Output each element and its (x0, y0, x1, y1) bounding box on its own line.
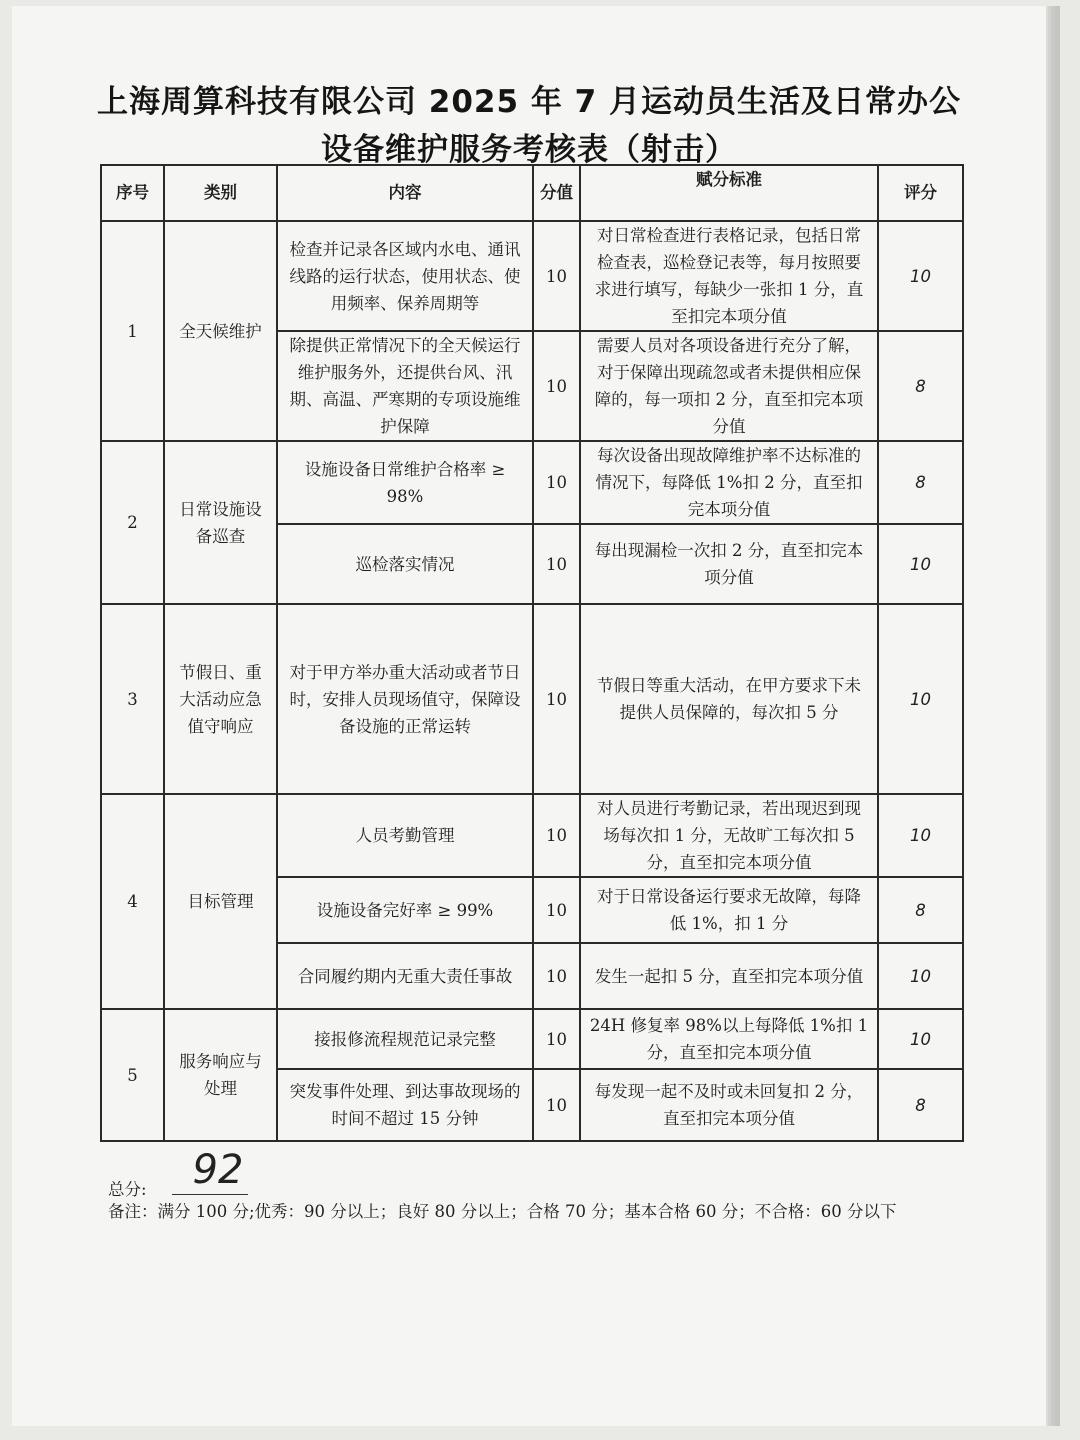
score-cell: 10 (878, 1009, 963, 1069)
score-cell: 10 (878, 221, 963, 331)
value-cell: 10 (533, 604, 580, 794)
standard-cell: 对于日常设备运行要求无故障，每降低 1%，扣 1 分 (580, 877, 878, 943)
table-row (101, 604, 963, 794)
standard-cell: 对人员进行考勤记录，若出现迟到现场每次扣 1 分，无故旷工每次扣 5 分，直至扣完本项分值 (580, 794, 878, 877)
remark-note: 备注：满分 100 分;优秀：90 分以上；良好 80 分以上；合格 70 分；基本合格 60 分；不合格：60 分以下 (108, 1202, 897, 1221)
content-cell: 巡检落实情况 (277, 524, 533, 604)
value-cell: 10 (533, 877, 580, 943)
standard-cell: 节假日等重大活动，在甲方要求下未提供人员保障的，每次扣 5 分 (580, 604, 878, 794)
table-row (101, 221, 963, 331)
content-cell: 除提供正常情况下的全天候运行维护服务外，还提供台风、汛期、高温、严寒期的专项设施维护保障 (277, 331, 533, 441)
assessment-table (100, 164, 964, 1142)
seq-cell: 5 (101, 1009, 164, 1141)
score-cell: 8 (878, 1069, 963, 1141)
header-standard: 赋分标准 (580, 165, 878, 221)
score-cell: 10 (878, 604, 963, 794)
score-cell: 10 (878, 943, 963, 1009)
category-cell: 目标管理 (164, 794, 277, 1009)
table-row (101, 1009, 963, 1069)
total-label: 总分: (108, 1180, 147, 1199)
standard-cell: 每次设备出现故障维护率不达标准的情况下，每降低 1%扣 2 分，直至扣完本项分值 (580, 441, 878, 524)
category-cell: 全天候维护 (164, 221, 277, 441)
content-cell: 对于甲方举办重大活动或者节日时，安排人员现场值守，保障设备设施的正常运转 (277, 604, 533, 794)
value-cell: 10 (533, 1009, 580, 1069)
total-underline (172, 1194, 248, 1195)
page-title: 上海周算科技有限公司 2025 年 7 月运动员生活及日常办公 (96, 84, 962, 120)
score-cell: 8 (878, 331, 963, 441)
table-row (101, 794, 963, 877)
value-cell: 10 (533, 794, 580, 877)
table-header-row (101, 165, 963, 221)
header-content: 内容 (277, 165, 533, 221)
value-cell: 10 (533, 221, 580, 331)
content-cell: 合同履约期内无重大责任事故 (277, 943, 533, 1009)
header-value: 分值 (533, 165, 580, 221)
value-cell: 10 (533, 1069, 580, 1141)
seq-cell: 1 (101, 221, 164, 441)
seq-cell: 4 (101, 794, 164, 1009)
category-cell: 服务响应与处理 (164, 1009, 277, 1141)
standard-cell: 需要人员对各项设备进行充分了解，对于保障出现疏忽或者未提供相应保障的，每一项扣 2 分，直至扣完本项分值 (580, 331, 878, 441)
score-cell: 10 (878, 794, 963, 877)
total-score: 92 (192, 1147, 244, 1193)
header-category: 类别 (164, 165, 277, 221)
content-cell: 检查并记录各区域内水电、通讯线路的运行状态，使用状态、使用频率、保养周期等 (277, 221, 533, 331)
category-cell: 日常设施设备巡查 (164, 441, 277, 604)
table-row (101, 441, 963, 524)
value-cell: 10 (533, 441, 580, 524)
seq-cell: 2 (101, 441, 164, 604)
content-cell: 设施设备日常维护合格率 ≥ 98% (277, 441, 533, 524)
score-cell: 8 (878, 877, 963, 943)
assessment-sheet (12, 6, 1046, 1426)
header-score: 评分 (878, 165, 963, 221)
content-cell: 接报修流程规范记录完整 (277, 1009, 533, 1069)
content-cell: 突发事件处理、到达事故现场的时间不超过 15 分钟 (277, 1069, 533, 1141)
page-subtitle: 设备维护服务考核表（射击） (321, 132, 737, 168)
category-cell: 节假日、重大活动应急值守响应 (164, 604, 277, 794)
standard-cell: 对日常检查进行表格记录，包括日常检查表，巡检登记表等，每月按照要求进行填写，每缺少一张扣 1 分，直至扣完本项分值 (580, 221, 878, 331)
value-cell: 10 (533, 943, 580, 1009)
standard-cell: 发生一起扣 5 分，直至扣完本项分值 (580, 943, 878, 1009)
seq-cell: 3 (101, 604, 164, 794)
score-cell: 10 (878, 524, 963, 604)
standard-cell: 24H 修复率 98%以上每降低 1%扣 1 分，直至扣完本项分值 (580, 1009, 878, 1069)
content-cell: 设施设备完好率 ≥ 99% (277, 877, 533, 943)
value-cell: 10 (533, 524, 580, 604)
score-cell: 8 (878, 441, 963, 524)
content-cell: 人员考勤管理 (277, 794, 533, 877)
standard-cell: 每发现一起不及时或未回复扣 2 分，直至扣完本项分值 (580, 1069, 878, 1141)
standard-cell: 每出现漏检一次扣 2 分，直至扣完本项分值 (580, 524, 878, 604)
value-cell: 10 (533, 331, 580, 441)
header-seq: 序号 (101, 165, 164, 221)
